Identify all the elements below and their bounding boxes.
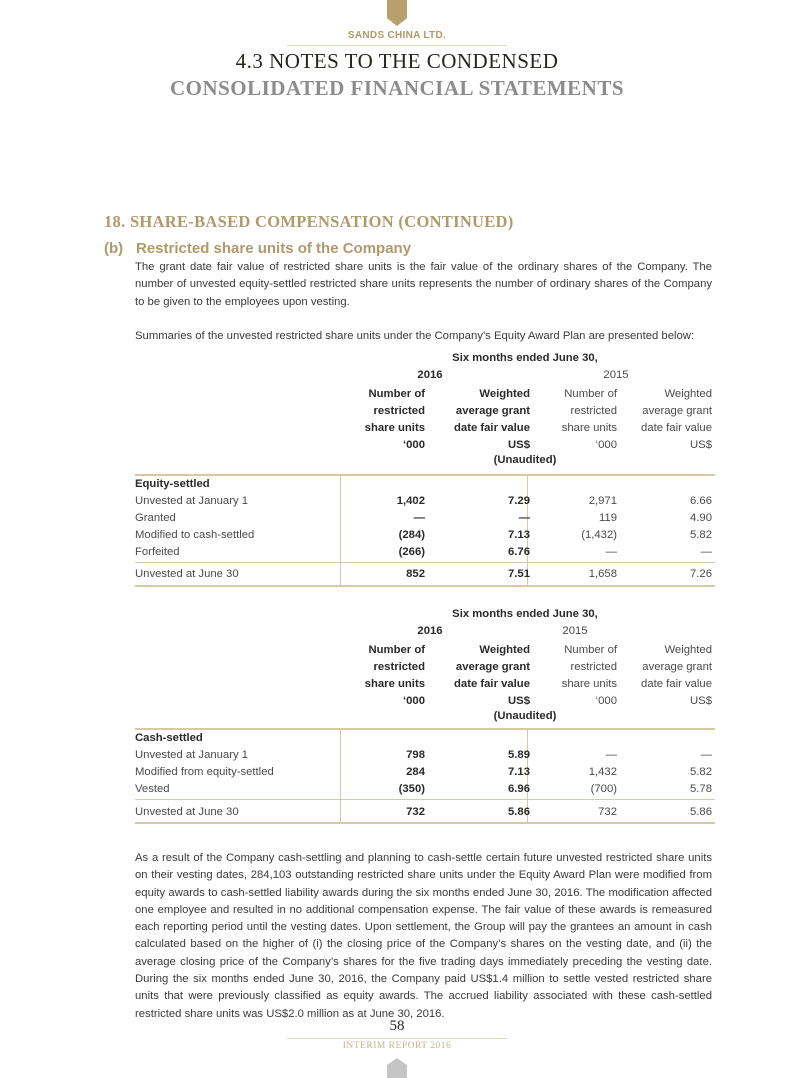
- page-title-line1: 4.3 NOTES TO THE CONDENSED: [235, 49, 559, 73]
- table-row: Unvested at January 1 798 5.89 — —: [135, 749, 712, 761]
- col-units-2016-header: Number of restricted share units ‘000: [364, 388, 425, 451]
- table-row: Unvested at January 1 1,402 7.29 2,971 6.66: [135, 495, 712, 507]
- brand-name: SANDS CHINA LTD.: [347, 30, 447, 41]
- paragraph-modification-note: As a result of the Company cash-settling and planning to cash-settle certain future unvested restricted share units on their vesting dates, 284,103 outstanding restricted share units under the Equity Award Plan were modified from equity awards to cash-settled liability awards during the six months ended June 30, 2016. The modification affected one employee and resulted in no additional compensation expense. The fair value of these awards is remeasured each reporting period until the vesting dates. Upon settlement, the Group will pay the grantees an amount in cash calculated based on the higher of (i) the closing price of the Company’s shares on the vesting date, and (ii) the average closing price of the Company’s shares for the five trading days immediately preceding the vesting date. During the six months ended June 30, 2016, the Company paid US$1.4 million to settle vested restricted share units that were previously classified as equity awards. The accrued liability associated with these cash-settled restricted share units was US$2.0 million as at June 30, 2016.: [135, 852, 712, 1020]
- unaudited-label: (Unaudited): [493, 710, 557, 722]
- header-divider: [287, 45, 507, 46]
- table-row: Forfeited (266) 6.76 — —: [135, 546, 712, 558]
- col-units-2015-header: Number of restricted share units ‘000: [561, 388, 617, 451]
- col-units-2016-header: Number of restricted share units ‘000: [364, 644, 425, 707]
- page-tab-icon: [387, 1058, 407, 1078]
- page-number: 58: [389, 1018, 405, 1034]
- table-section-heading: Equity-settled: [135, 478, 210, 490]
- subtotal-rule: [135, 562, 715, 563]
- report-name: INTERIM REPORT 2016: [342, 1041, 452, 1051]
- year-2016-header: 2016: [417, 369, 443, 381]
- col-value-2016-header: Weighted average grant date fair value US$: [454, 644, 530, 707]
- period-header: Six months ended June 30,: [452, 352, 598, 364]
- col-value-2016-header: Weighted average grant date fair value US$: [454, 388, 530, 451]
- table-bottom-rule: [135, 585, 715, 587]
- col-units-2015-header: Number of restricted share units ‘000: [561, 644, 617, 707]
- table-section-heading: Cash-settled: [135, 732, 203, 744]
- cash-settled-table: [135, 608, 715, 823]
- table-bottom-rule: [135, 822, 715, 824]
- table-row: Modified to cash-settled (284) 7.13 (1,432) 5.82: [135, 529, 712, 541]
- col-value-2015-header: Weighted average grant date fair value US$: [641, 388, 712, 451]
- table-total-row: Unvested at June 30 732 5.86 732 5.86: [135, 806, 712, 818]
- year-2016-header: 2016: [417, 625, 443, 637]
- subsection-heading: Restricted share units of the Company: [136, 240, 412, 257]
- subtotal-rule: [135, 799, 715, 800]
- page-title-line2: CONSOLIDATED FINANCIAL STATEMENTS: [169, 76, 625, 100]
- table-total-row: Unvested at June 30 852 7.51 1,658 7.26: [135, 568, 712, 580]
- subsection-label: (b): [104, 240, 124, 257]
- paragraph-summary: Summaries of the unvested restricted share units under the Company’s Equity Award Plan are presented below:: [135, 330, 695, 342]
- col-value-2015-header: Weighted average grant date fair value US$: [641, 644, 712, 707]
- equity-settled-table: [135, 352, 715, 587]
- section-title: 18. SHARE-BASED COMPENSATION (CONTINUED): [104, 212, 514, 231]
- table-row: Vested (350) 6.96 (700) 5.78: [135, 783, 712, 795]
- year-2015-header: 2015: [562, 625, 588, 637]
- footer-divider: [287, 1038, 507, 1039]
- paragraph-intro: The grant date fair value of restricted share units is the fair value of the ordinary shares of the Company. The number of unvested equity-settled restricted share units represents the number of ordinary shares of the Company to be given to the employees upon vesting.: [135, 261, 712, 308]
- table-row: Granted — — 119 4.90: [135, 512, 712, 524]
- subsection-title: [104, 240, 411, 257]
- bookmark-ribbon-icon: [387, 0, 407, 26]
- unaudited-label: (Unaudited): [493, 454, 557, 466]
- table-row: Modified from equity-settled 284 7.13 1,432 5.82: [135, 766, 712, 778]
- year-2015-header: 2015: [603, 369, 629, 381]
- period-header: Six months ended June 30,: [452, 608, 598, 620]
